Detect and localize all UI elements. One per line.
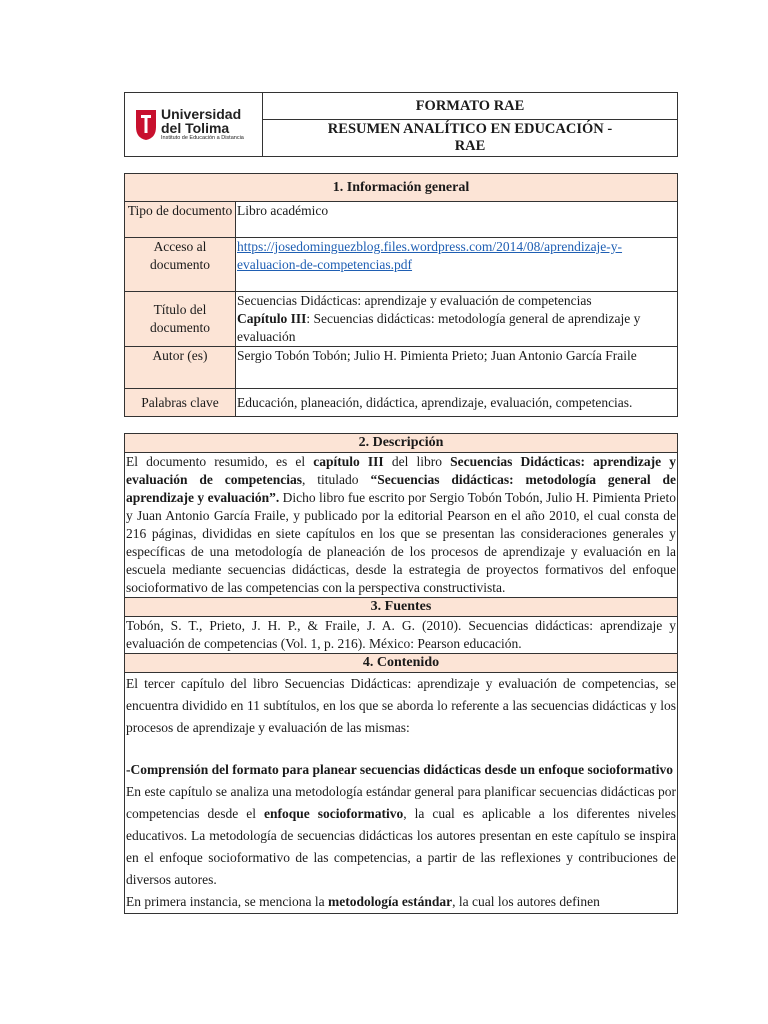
content-paragraph-1: El tercer capítulo del libro Secuencias Didácticas: aprendizaje y evaluación de competencias, se encuentra dividido en 11 subtítulos, en los que se aborda lo referente a las secuencias didácticas y los procesos de aprendizaje y evaluación de las mismas: xyxy=(126,676,676,735)
content-body xyxy=(125,673,678,914)
logo-cell xyxy=(125,93,263,157)
author-value: Sergio Tobón Tobón; Julio H. Pimienta Prieto; Juan Antonio García Fraile xyxy=(236,347,678,389)
logo-line-1: Universidad xyxy=(161,106,242,122)
content-paragraph-3: En primera instancia, se menciona la metodología estándar, la cual los autores definen xyxy=(126,894,600,909)
content-heading: 4. Contenido xyxy=(125,654,678,673)
author-label: Autor (es) xyxy=(125,347,236,389)
description-body: El documento resumido, es el capítulo III del libro Secuencias Didácticas: aprendizaje y evaluación de competencias, titulado “Secuencias didácticas: metodología general de aprendizaje y evaluación”. Dicho libro fue escrito por Sergio Tobón Tobón, Julio H. Pimienta Prieto y Juan Antonio García Fraile, y publicado por la editorial Pearson en el año 2010, el cual consta de 216 páginas, divididas en siete capítulos en los que se presentan las consideraciones generales y específicas de una metodología de planeación de los procesos de aprendizaje y evaluación en la escuela mediante secuencias didácticas, desde la estrategia de proyectos formativos del enfoque socioformativo de las competencias con la perspectiva constructivista. xyxy=(125,453,678,598)
keywords-label: Palabras clave xyxy=(125,389,236,417)
logo-line-3: Instituto de Educación a Distancia xyxy=(161,135,244,141)
title-value: Secuencias Didácticas: aprendizaje y evaluación de competencias Capítulo III: Secuencias didácticas: metodología general de aprendizaje y evaluación xyxy=(236,292,678,347)
university-logo xyxy=(125,93,262,156)
format-subtitle: RESUMEN ANALÍTICO EN EDUCACIÓN - RAE xyxy=(263,120,678,157)
chapter-bold: Capítulo III xyxy=(237,311,307,326)
summary-table xyxy=(124,433,678,914)
doc-type-label: Tipo de documento xyxy=(125,202,236,238)
keywords-value: Educación, planeación, didáctica, aprendizaje, evaluación, competencias. xyxy=(236,389,678,417)
header-table xyxy=(124,92,678,157)
general-info-table xyxy=(124,173,678,417)
sources-body: Tobón, S. T., Prieto, J. H. P., & Fraile, J. A. G. (2010). Secuencias didácticas: aprendizaje y evaluación de competencias (Vol. 1, p. 216). México: Pearson educación. xyxy=(125,617,678,654)
format-title: FORMATO RAE xyxy=(263,93,678,120)
logo-line-2: del Tolima xyxy=(161,120,230,136)
access-label: Acceso al documento xyxy=(125,238,236,292)
access-value xyxy=(236,238,678,292)
document-link[interactable]: https://josedominguezblog.files.wordpress.com/2014/08/aprendizaje-y-evaluacion-de-competencias.pdf xyxy=(237,239,623,272)
title-label: Título del documento xyxy=(125,292,236,347)
content-paragraph-2: En este capítulo se analiza una metodología estándar general para planificar secuencias didácticas por competencias desde el enfoque socioformativo, la cual es aplicable a los diferentes niveles educativos. La metodología de secuencias didácticas los autores presentan en este capítulo se inspira en el enfoque socioformativo de las competencias, a partir de las reflexiones y contribuciones de diversos autores. xyxy=(126,784,676,887)
description-heading: 2. Descripción xyxy=(125,434,678,453)
doc-type-value: Libro académico xyxy=(236,202,678,238)
general-info-heading: 1. Información general xyxy=(125,174,678,202)
content-subtitle: -Comprensión del formato para planear secuencias didácticas desde un enfoque socioformativo xyxy=(126,762,673,777)
university-shield-icon xyxy=(135,109,157,141)
sources-heading: 3. Fuentes xyxy=(125,598,678,617)
